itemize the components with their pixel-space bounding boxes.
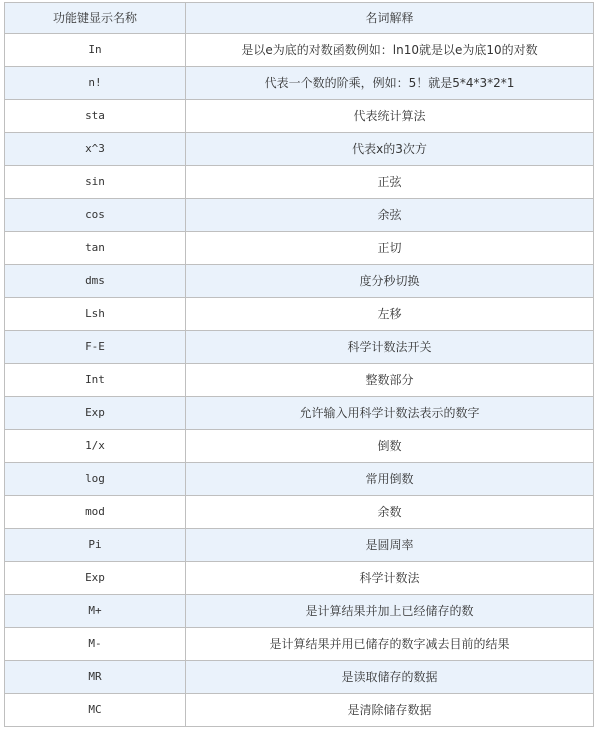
function-key-cell: Pi: [5, 529, 186, 562]
explanation-cell: 代表x的3次方: [186, 133, 594, 166]
table-row: [5, 67, 594, 100]
explanation-cell: 科学计数法开关: [186, 331, 594, 364]
explanation-cell: 科学计数法: [186, 562, 594, 595]
table-row: [5, 496, 594, 529]
table-row: [5, 397, 594, 430]
table-header-row: [5, 3, 594, 34]
explanation-cell: 左移: [186, 298, 594, 331]
table-row: [5, 694, 594, 727]
function-key-cell: sin: [5, 166, 186, 199]
function-key-cell: tan: [5, 232, 186, 265]
explanation-cell: 正切: [186, 232, 594, 265]
function-key-cell: Int: [5, 364, 186, 397]
table-row: [5, 529, 594, 562]
explanation-cell: 代表一个数的阶乘，例如：5！就是5*4*3*2*1: [186, 67, 594, 100]
function-key-cell: sta: [5, 100, 186, 133]
explanation-cell: 是读取储存的数据: [186, 661, 594, 694]
table-row: [5, 430, 594, 463]
table-row: [5, 331, 594, 364]
explanation-cell: 是圆周率: [186, 529, 594, 562]
table-body: [5, 34, 594, 727]
function-key-cell: x^3: [5, 133, 186, 166]
function-key-cell: M+: [5, 595, 186, 628]
function-key-cell: cos: [5, 199, 186, 232]
table-row: [5, 265, 594, 298]
explanation-cell: 正弦: [186, 166, 594, 199]
table-row: [5, 628, 594, 661]
function-key-cell: Exp: [5, 562, 186, 595]
function-key-cell: mod: [5, 496, 186, 529]
table-row: [5, 133, 594, 166]
explanation-cell: 余弦: [186, 199, 594, 232]
table-row: [5, 298, 594, 331]
explanation-cell: 度分秒切换: [186, 265, 594, 298]
table-row: [5, 595, 594, 628]
explanation-cell: 整数部分: [186, 364, 594, 397]
function-key-cell: dms: [5, 265, 186, 298]
function-key-cell: n!: [5, 67, 186, 100]
function-key-cell: F-E: [5, 331, 186, 364]
explanation-cell: 余数: [186, 496, 594, 529]
explanation-cell: 代表统计算法: [186, 100, 594, 133]
header-function-key: 功能键显示名称: [5, 3, 186, 34]
calculator-key-table: [4, 2, 594, 727]
explanation-cell: 是计算结果并加上已经储存的数: [186, 595, 594, 628]
table-row: [5, 166, 594, 199]
function-key-cell: MC: [5, 694, 186, 727]
table-row: [5, 364, 594, 397]
table-row: [5, 199, 594, 232]
explanation-cell: 是清除储存数据: [186, 694, 594, 727]
function-key-cell: Exp: [5, 397, 186, 430]
function-key-cell: MR: [5, 661, 186, 694]
explanation-cell: 常用倒数: [186, 463, 594, 496]
function-key-cell: Lsh: [5, 298, 186, 331]
table-row: [5, 100, 594, 133]
explanation-cell: 是计算结果并用已储存的数字减去目前的结果: [186, 628, 594, 661]
function-key-cell: log: [5, 463, 186, 496]
table-row: [5, 34, 594, 67]
header-explanation: 名词解释: [186, 3, 594, 34]
function-key-cell: M-: [5, 628, 186, 661]
table-row: [5, 463, 594, 496]
explanation-cell: 倒数: [186, 430, 594, 463]
table-row: [5, 661, 594, 694]
explanation-cell: 是以e为底的对数函数例如：ln10就是以e为底10的对数: [186, 34, 594, 67]
explanation-cell: 允许输入用科学计数法表示的数字: [186, 397, 594, 430]
function-key-cell: 1/x: [5, 430, 186, 463]
table-row: [5, 232, 594, 265]
function-key-cell: In: [5, 34, 186, 67]
table-row: [5, 562, 594, 595]
calculator-key-table-container: [4, 2, 593, 727]
